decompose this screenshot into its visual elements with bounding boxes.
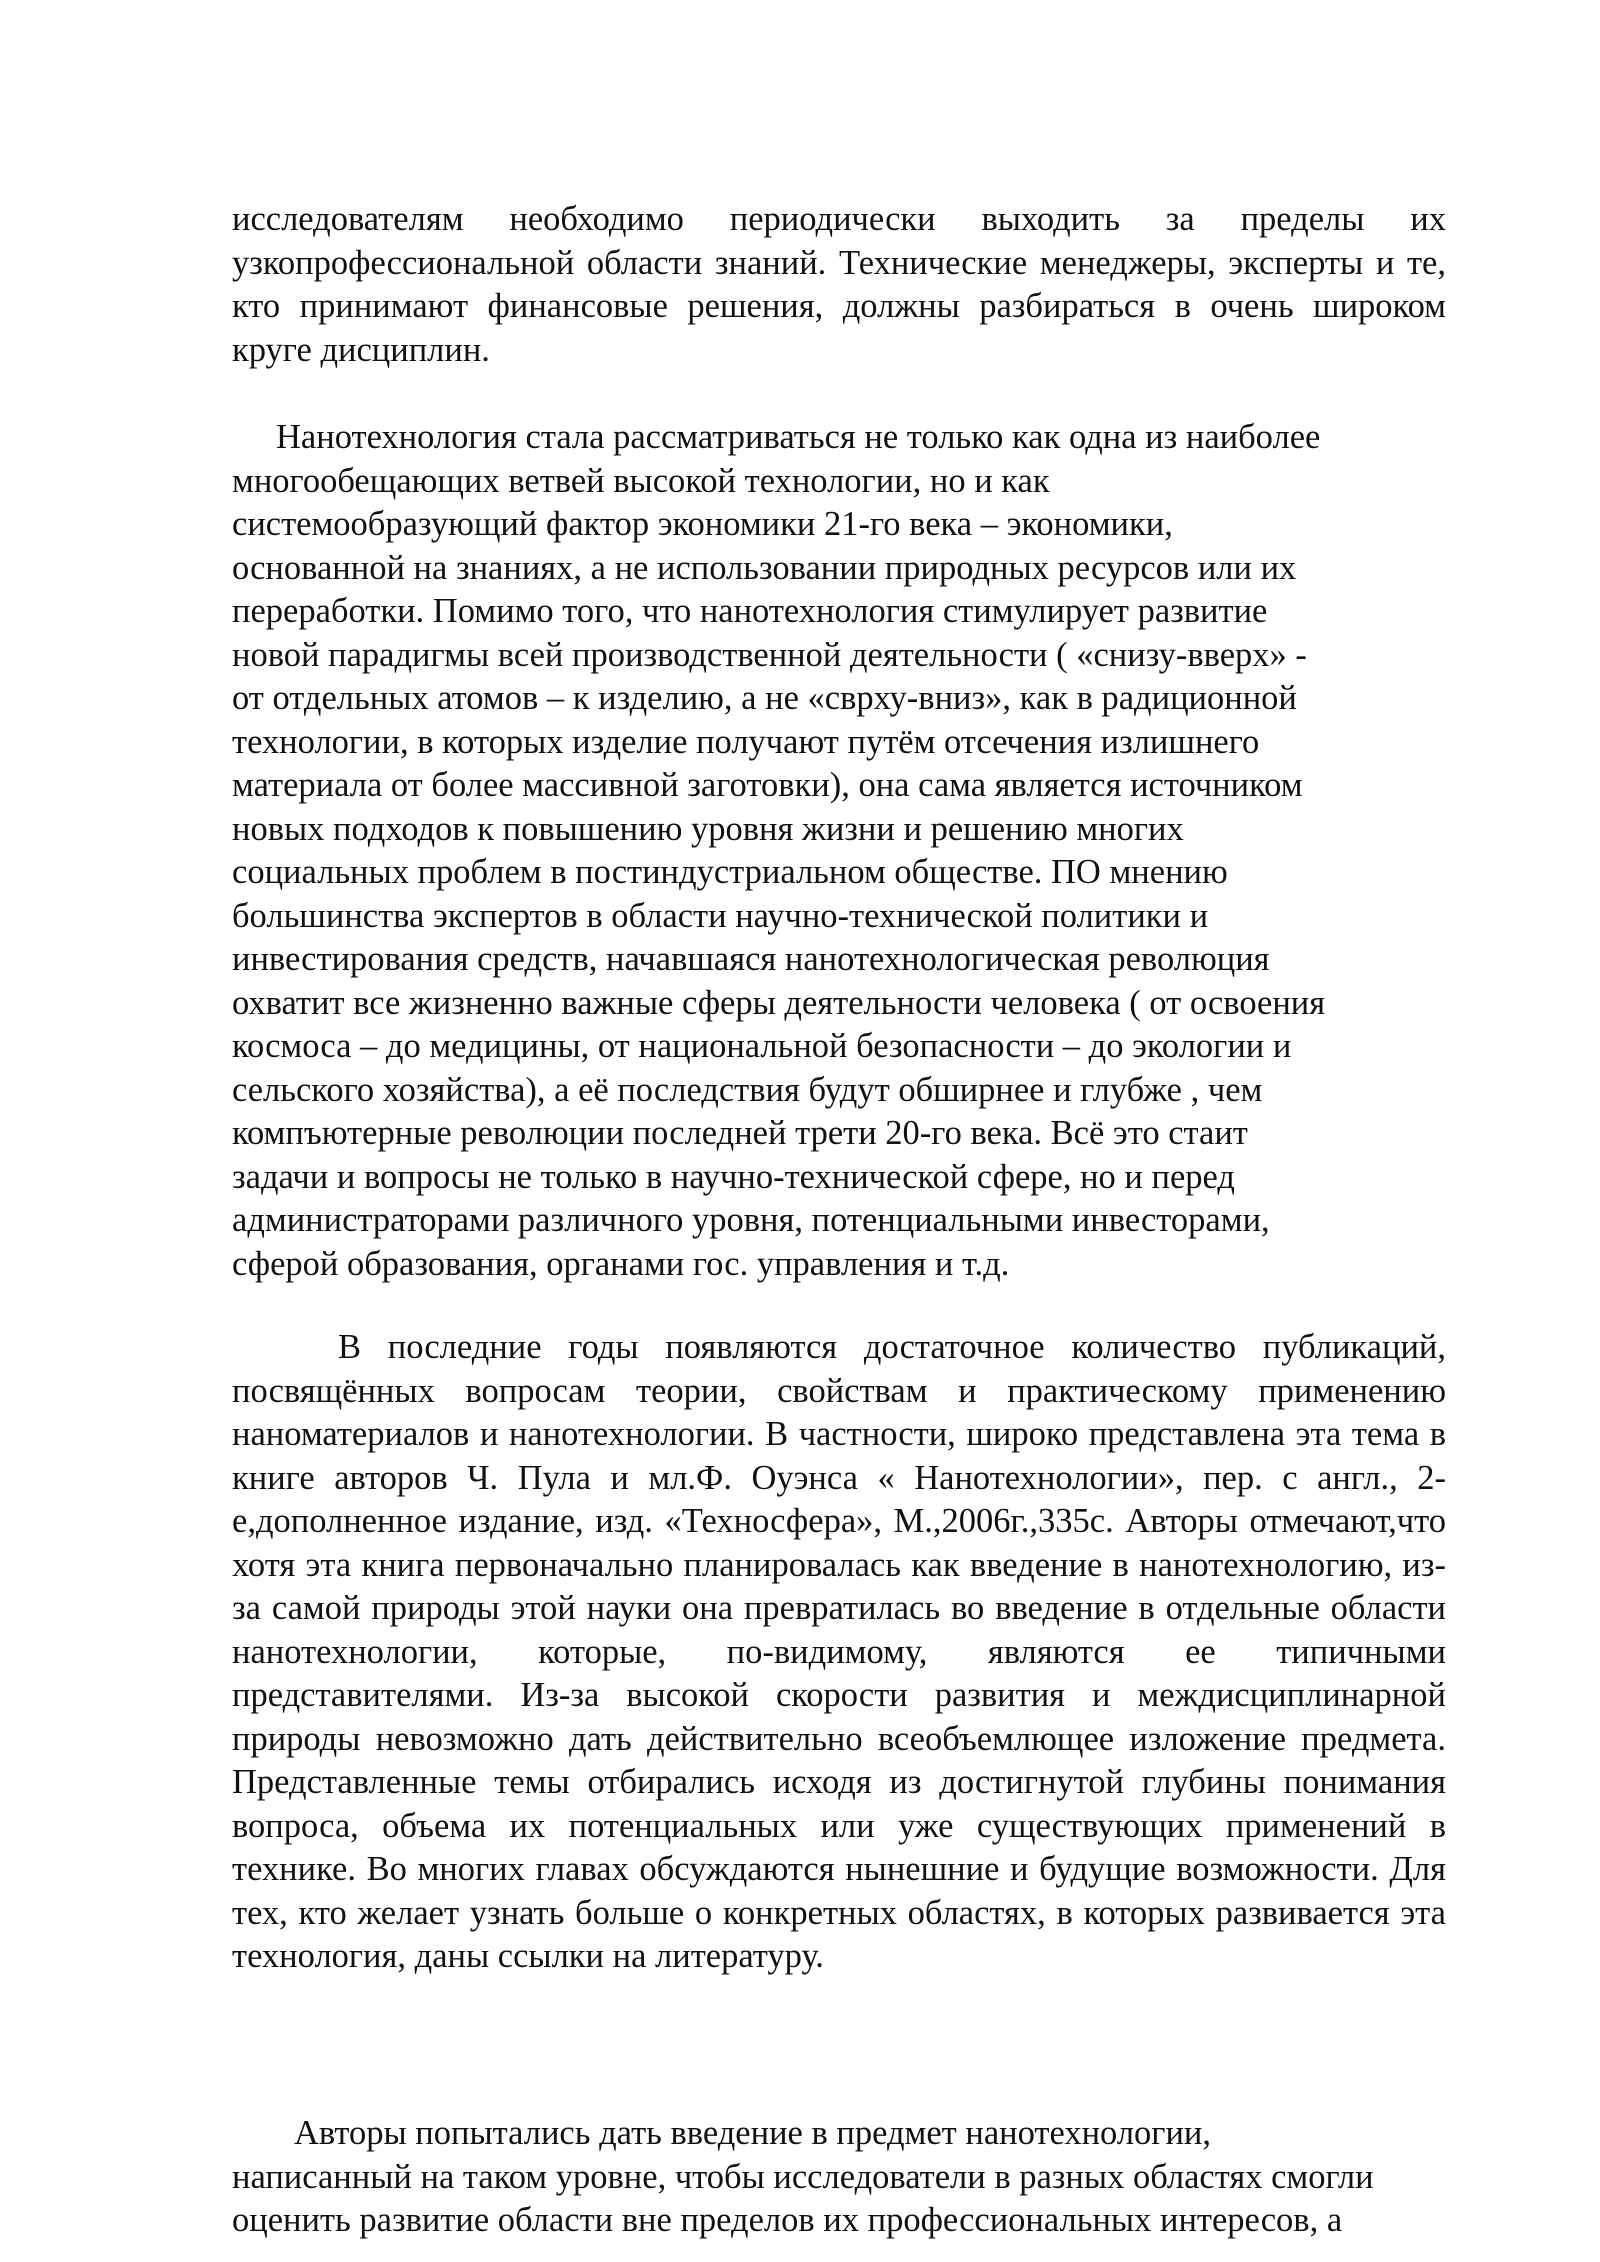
paragraph-2-line: технологии, в которых изделие получают путём отсечения излишнего <box>232 722 1260 761</box>
paragraph-4-line: оценить развитие области вне пределов их профессиональных интересов, а <box>232 2201 1343 2239</box>
paragraph-4-line: Авторы попытались дать введение в предмет нанотехнологии, <box>294 2114 1211 2152</box>
paragraph-2-line: администраторами различного уровня, потенциальными инвесторами, <box>232 1201 1270 1239</box>
paragraph-2-line: Нанотехнология стала рассматриваться не только как одна из наиболее <box>276 418 1321 456</box>
paragraph-1: исследователям необходимо периодически выходить за пределы их узкопрофессиональной области знаний. Технические менеджеры, эксперты и те, кто принимают финансовые решения, должны разбираться в очень широком круге дисциплин. <box>232 200 1446 369</box>
paragraph-2-line: сельского хозяйства), а её последствия будут обширнее и глубже , чем <box>232 1070 1263 1109</box>
paragraph-2-line: инвестирования средств, начавшаяся нанотехнологическая революция <box>232 940 1270 978</box>
paragraph-2-line: многообещающих ветвей высокой технологии, но и как <box>232 461 1050 500</box>
paragraph-2-line: основанной на знаниях, а не использовании природных ресурсов или их <box>232 548 1297 587</box>
paragraph-2-line: новой парадигмы всей производственной деятельности ( «снизу-вверх» - <box>232 635 1307 674</box>
paragraph-3: В последние годы появляются достаточное количество публикаций, посвящённых вопросам теории, свойствам и практическому применению наноматериалов и нанотехнологии. В частности, широко представлена эта тема в книге авторов Ч. Пула и мл.Ф. Оуэнса « Нанотехнологии», пер. с англ., 2-е,дополненное издание, изд. «Техносфера», М.,2006г.,335с. Авторы отмечают,что хотя эта книга первоначально планировалась как введение в нанотехнологию, из-за самой природы этой науки она превратилась во введение в отдельные области нанотехнологии, которые, по-видимому, являются ее типичными представителями. Из-за высокой скорости развития и междисциплинарной природы невозможно дать действительно всеобъемлющее изложение предмета. Представленные темы отбирались исходя из достигнутой глубины понимания вопроса, объема их потенциальных или уже существующих применений в технике. Во многих главах обсуждаются нынешние и будущие возможности. Для тех, кто желает узнать больше о конкретных областях, в которых развивается эта технология, даны ссылки на литературу. <box>232 1328 1446 1975</box>
paragraph-2-line: системообразующий фактор экономики 21-го века – экономики, <box>232 505 1173 543</box>
paragraph-2-line: космоса – до медицины, от национальной безопасности – до экологии и <box>232 1027 1292 1065</box>
paragraph-2-line: переработки. Помимо того, что нанотехнология стимулирует развитие <box>232 592 1268 630</box>
paragraph-2-line: сферой образования, органами гос. управления и т.д. <box>232 1244 1010 1283</box>
paragraph-2-line: компъютерные революции последней трети 20-го века. Всё это стаит <box>232 1114 1248 1152</box>
paragraph-2 <box>232 416 1446 1286</box>
paragraph-2-line: охватит все жизненно важные сферы деятельности человека ( от освоения <box>232 983 1326 1022</box>
paragraph-4-line: написанный на таком уровне, чтобы исследователи в разных областях смогли <box>232 2157 1374 2196</box>
paragraph-2-line: новых подходов к повышению уровня жизни и решению многих <box>232 809 1184 848</box>
paragraph-2-line: социальных проблем в постиндустриальном обществе. ПО мнению <box>232 853 1228 891</box>
paragraph-2-line: большинства экспертов в области научно-технической политики и <box>232 896 1209 935</box>
paragraph-4 <box>232 2112 1446 2243</box>
paragraph-2-line: задачи и вопросы не только в научно-технической сфере, но и перед <box>232 1157 1235 1196</box>
paragraph-2-line: материала от более массивной заготовки), она сама является источником <box>232 766 1303 804</box>
paragraph-2-line: от отдельных атомов – к изделию, а не «сврху-вниз», как в радиционной <box>232 679 1297 717</box>
